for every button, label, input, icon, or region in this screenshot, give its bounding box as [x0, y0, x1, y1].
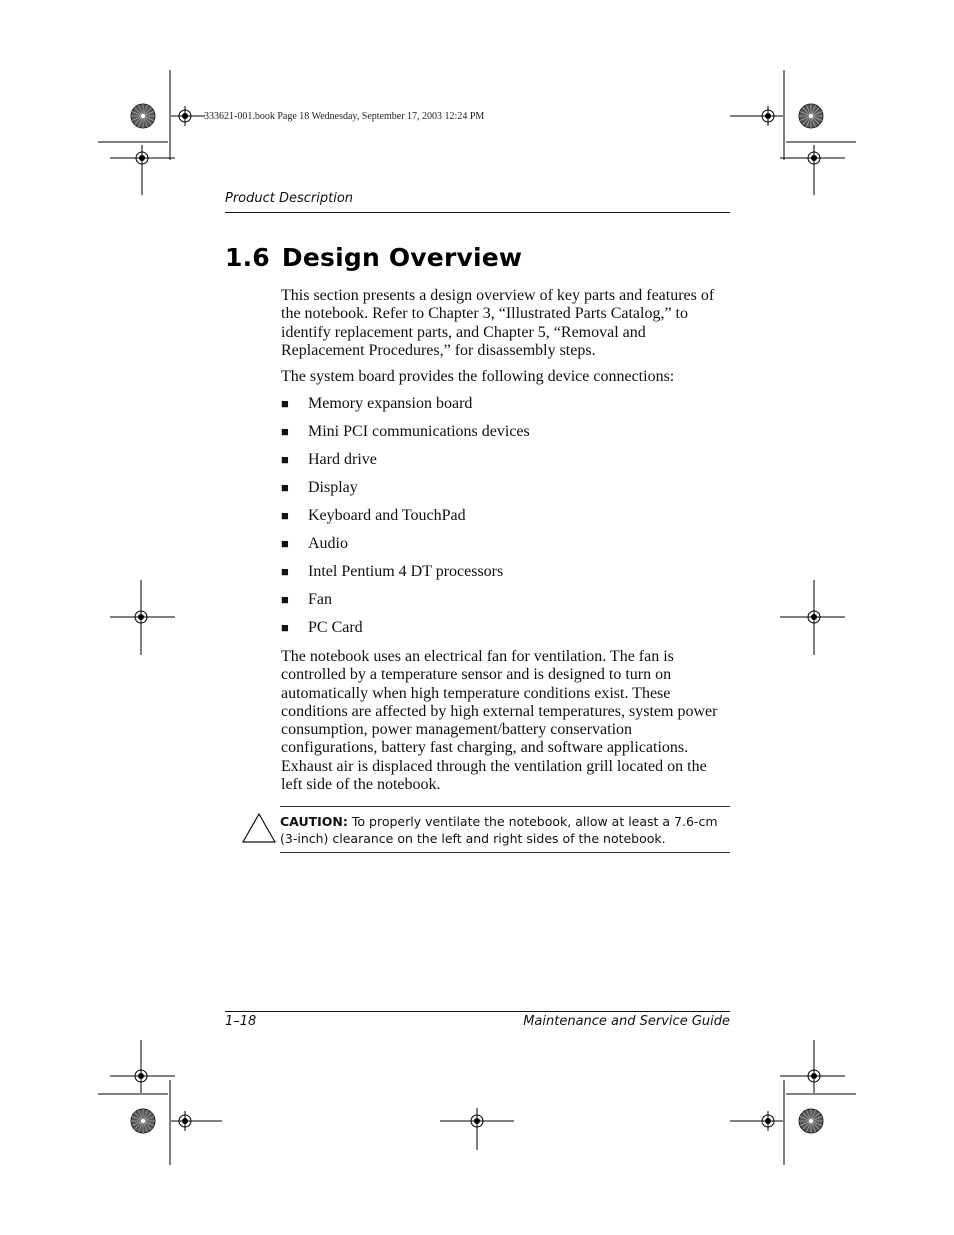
- warning-triangle-icon: [241, 812, 277, 844]
- guide-title: Maintenance and Service Guide: [523, 1014, 730, 1029]
- footer-rule: [225, 1011, 730, 1012]
- bullet-square-icon: ■: [281, 564, 289, 579]
- fan-paragraph: The notebook uses an electrical fan for ventilation. The fan is controlled by a temperature sensor and is designed to turn on automatically when high temperature conditions exist. These conditions are affected by high external temperatures, system power consumption, power management/battery conservation configurations, battery fast charging, and software applications. Exhaust air is displaced through the ventilation grill located on the left side of the notebook.: [281, 648, 718, 794]
- list-item: [281, 535, 530, 563]
- list-item-text: Keyboard and TouchPad: [308, 507, 466, 524]
- list-item: [281, 479, 530, 507]
- caution-box: [280, 806, 730, 853]
- list-item-text: Hard drive: [308, 451, 377, 468]
- list-item: [281, 507, 530, 535]
- list-item-text: Audio: [308, 535, 348, 552]
- bullet-square-icon: ■: [281, 620, 289, 635]
- caution-label: CAUTION:: [280, 814, 348, 829]
- bullet-square-icon: ■: [281, 508, 289, 523]
- bullet-square-icon: ■: [281, 396, 289, 411]
- section-heading: [225, 243, 522, 272]
- device-connections-list: [281, 395, 530, 647]
- list-item-text: Display: [308, 479, 358, 496]
- list-item-text: Fan: [308, 591, 332, 608]
- header-rule: [225, 212, 730, 213]
- bullet-square-icon: ■: [281, 480, 289, 495]
- connections-lead-paragraph: The system board provides the following device connections:: [281, 368, 675, 385]
- bullet-square-icon: ■: [281, 452, 289, 467]
- list-item: [281, 619, 530, 647]
- list-item-text: PC Card: [308, 619, 363, 636]
- print-info: 333621-001.book Page 18 Wednesday, September 17, 2003 12:24 PM: [204, 111, 485, 122]
- section-title: Design Overview: [281, 243, 523, 272]
- list-item: [281, 395, 530, 423]
- intro-paragraph: This section presents a design overview of key parts and features of the notebook. Refer to Chapter 3, “Illustrated Parts Catalog,” to identify replacement parts, and Chapter 5, “Removal and Replacement Procedures,” for disassembly steps.: [281, 287, 715, 359]
- running-head: Product Description: [225, 191, 354, 206]
- list-item: [281, 423, 530, 451]
- list-item-text: Intel Pentium 4 DT processors: [308, 563, 504, 580]
- list-item: [281, 591, 530, 619]
- list-item: [281, 563, 530, 591]
- bullet-square-icon: ■: [281, 592, 289, 607]
- list-item-text: Memory expansion board: [308, 395, 473, 412]
- list-item: [281, 451, 530, 479]
- caution-body: To properly ventilate the notebook, allow at least a 7.6-cm (3-inch) clearance on the left and right sides of the notebook.: [280, 814, 718, 846]
- bullet-square-icon: ■: [281, 424, 289, 439]
- bullet-square-icon: ■: [281, 536, 289, 551]
- section-number: 1.6: [225, 243, 270, 272]
- caution-text: [280, 813, 730, 847]
- page-number: 1–18: [225, 1014, 257, 1029]
- list-item-text: Mini PCI communications devices: [308, 423, 530, 440]
